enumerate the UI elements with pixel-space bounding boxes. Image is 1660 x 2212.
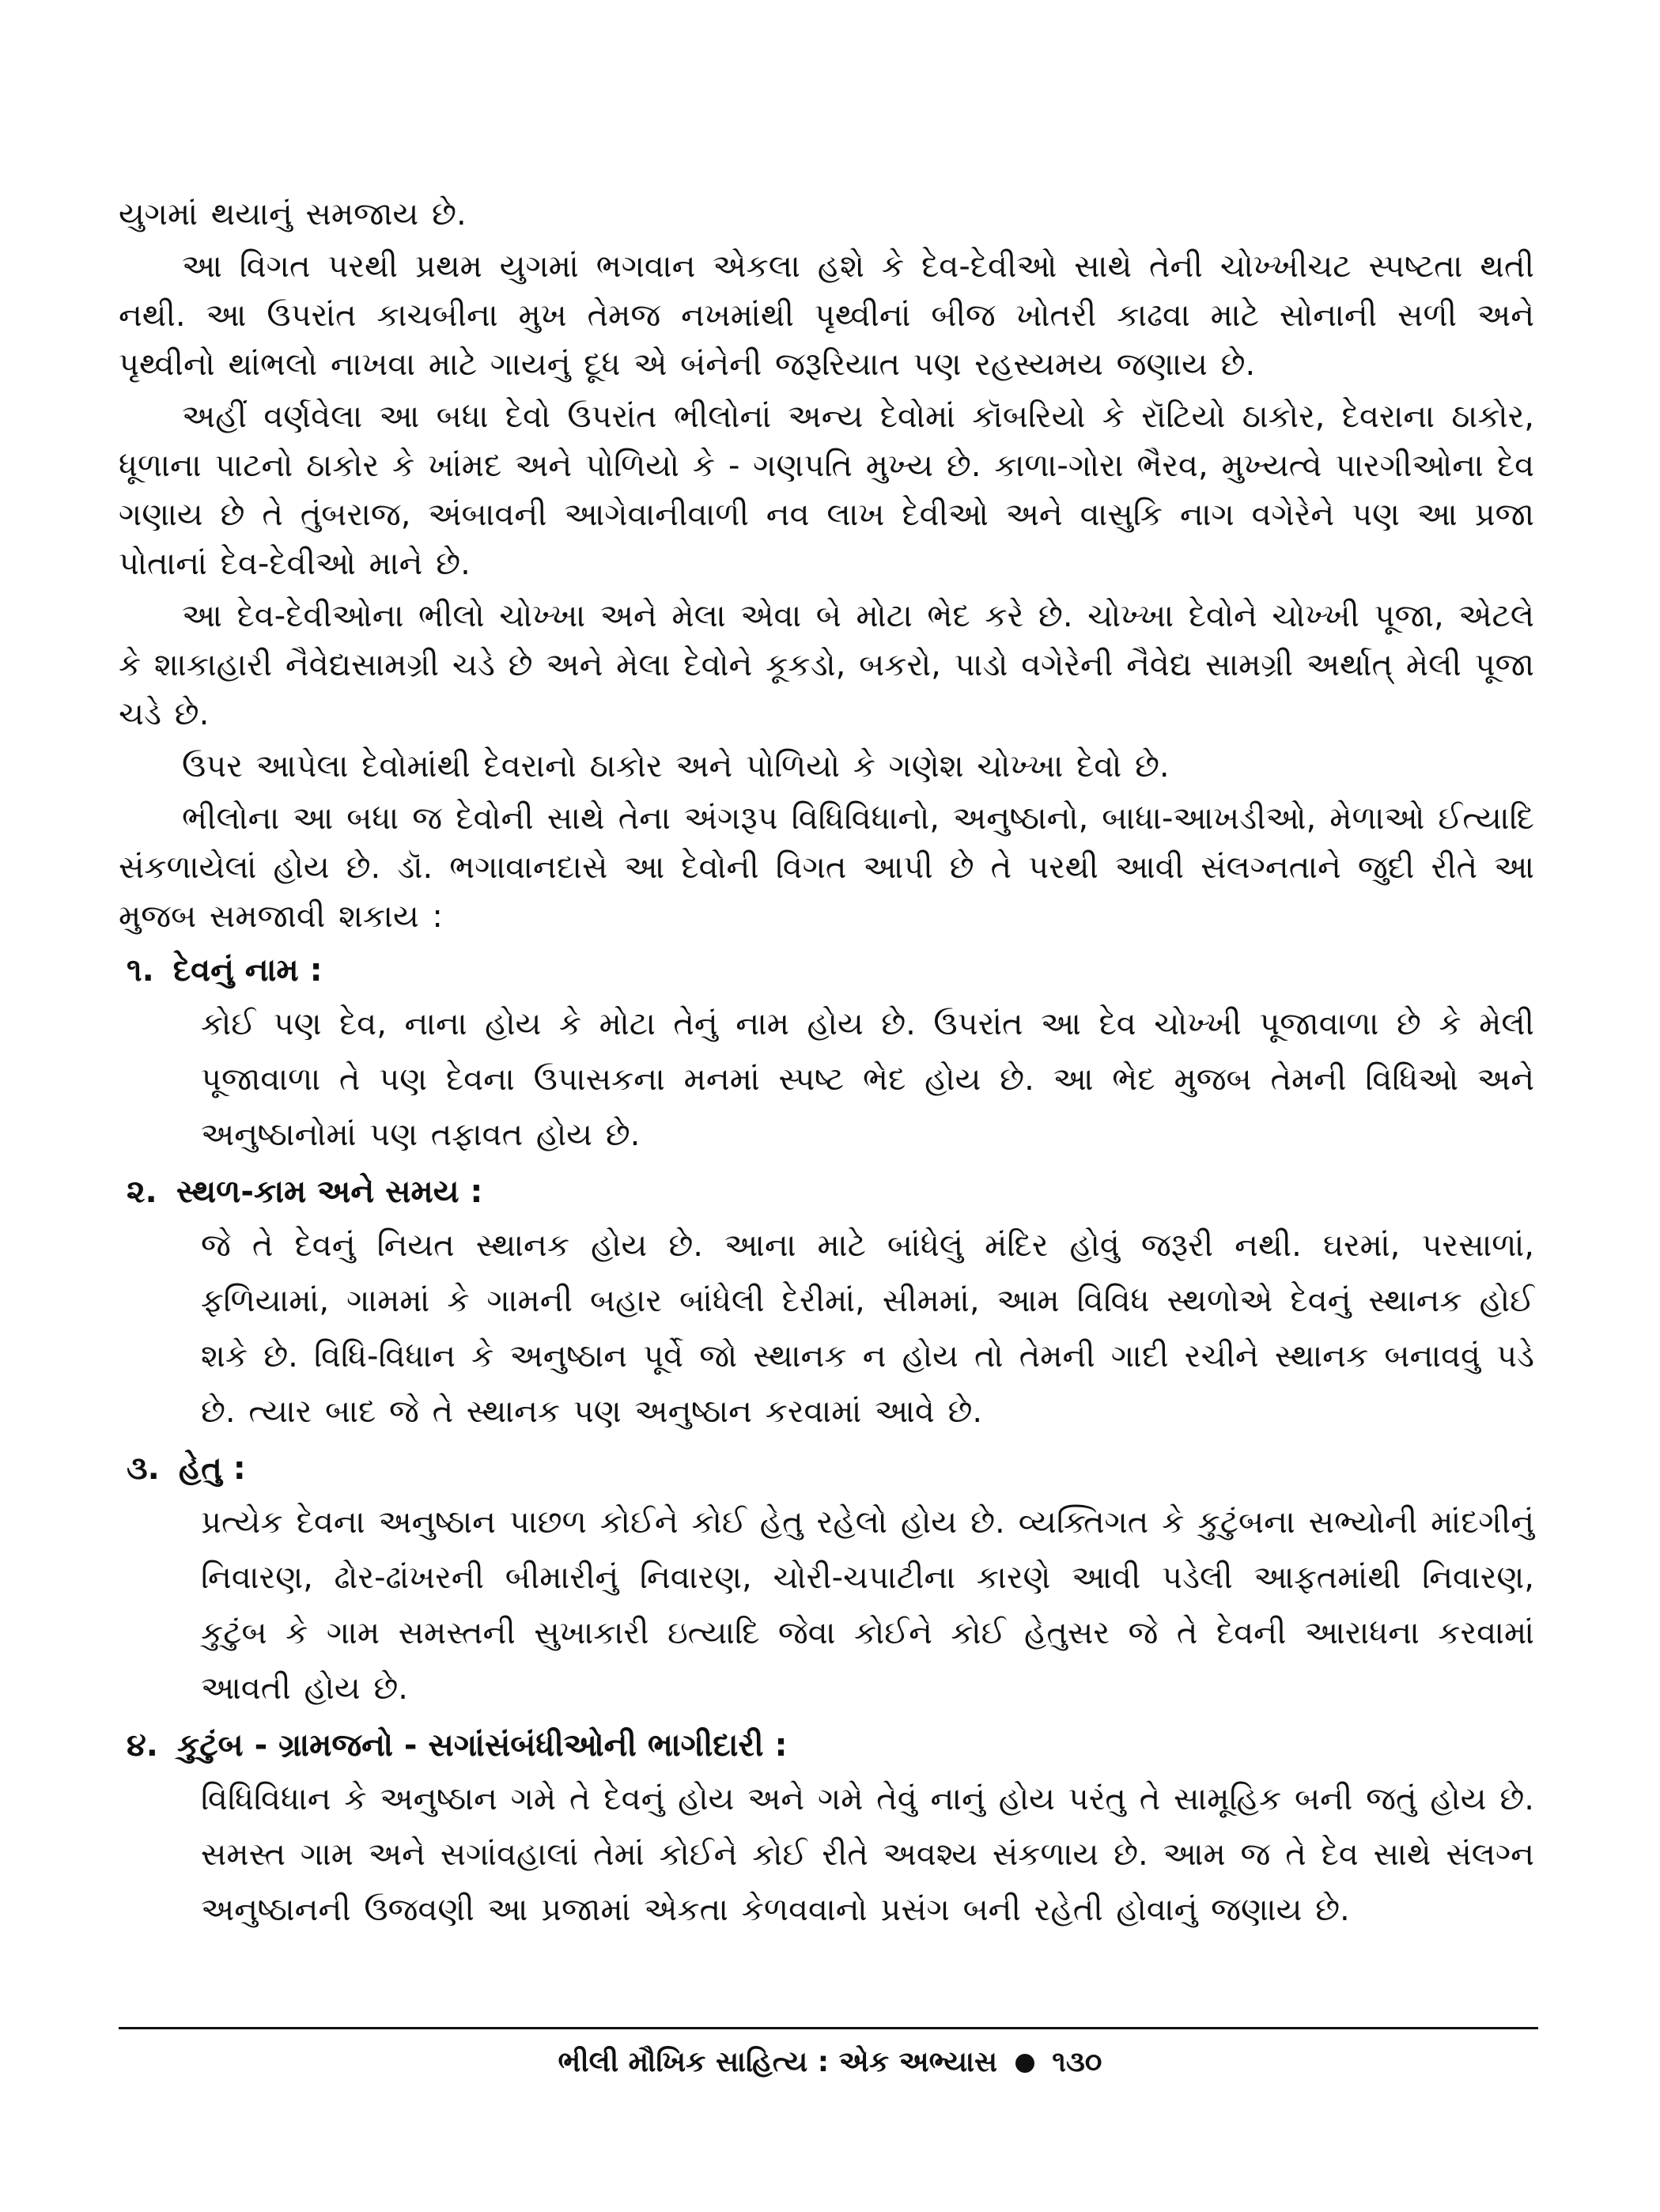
- paragraph: ભીલોના આ બધા જ દેવોની સાથે તેના અંગરૂપ વિધિવિધાનો, અનુષ્ઠાનો, બાધા-આખડીઓ, મેળાઓ ઈત્યાદિ સંકળાયેલાં હોય છે. ડૉ. ભગાવાનદાસે આ દેવોની વિગત આપી છે તે પરથી આવી સંલગ્નતાને જુદી રીતે આ મુજબ સમજાવી શકાય :: [119, 800, 1534, 935]
- page-number: ૧૩૦: [1052, 2046, 1102, 2078]
- footer-book-title: ભીલી મૌખિક સાહિત્ય : એક અભ્યાસ: [558, 2046, 998, 2078]
- section-number: ૧.: [127, 952, 154, 989]
- paragraph: ઉપર આપેલા દેવોમાંથી દેવરાનો ઠાકોર અને પોળિયો કે ગણેશ ચોખ્ખા દેવો છે.: [182, 748, 1170, 785]
- section-body: જે તે દેવનું નિયત સ્થાનક હોય છે. આના માટે બાંધેલું મંદિર હોવું જરૂરી નથી. ઘરમાં, પરસાળાં, ફળિયામાં, ગામમાં કે ગામની બહાર બાંધેલી દેરીમાં, સીમમાં, આમ વિવિધ સ્થળોએ દેવનું સ્થાનક હોઈ શકે છે. વિધિ-વિધાન કે અનુષ્ઠાન પૂર્વે જો સ્થાનક ન હોય તો તેમની ગાદી રચીને સ્થાનક બનાવવું પડે છે. ત્યાર બાદ જે તે સ્થાનક પણ અનુષ્ઠાન કરવામાં આવે છે.: [201, 1227, 1534, 1430]
- section-place-and-time: [119, 1167, 1534, 1439]
- section-body: કોઈ પણ દેવ, નાના હોય કે મોટા તેનું નામ હોય છે. ઉપરાંત આ દેવ ચોખ્ખી પૂજાવાળા છે કે મેલી પૂજાવાળા તે પણ દેવના ઉપાસકના મનમાં સ્પષ્ટ ભેદ હોય છે. આ ભેદ મુજબ તેમની વિધિઓ અને અનુષ્ઠાનોમાં પણ તફાવત હોય છે.: [201, 1006, 1534, 1153]
- section-purpose: [119, 1444, 1534, 1716]
- bullet-dot-icon: [1015, 2054, 1034, 2073]
- section-body: વિધિવિધાન કે અનુષ્ઠાન ગમે તે દેવનું હોય અને ગમે તેવું નાનું હોય પરંતુ તે સામૂહિક બની જતું હોય છે. સમસ્ત ગામ અને સગાંવહાલાં તેમાં કોઈને કોઈ રીતે અવશ્ય સંકળાય છે. આમ જ તે દેવ સાથે સંલગ્ન અનુષ્ઠાનની ઉજવણી આ પ્રજામાં એકતા કેળવવાનો પ્રસંગ બની રહેતી હોવાનું જણાય છે.: [201, 1781, 1534, 1928]
- section-deity-name: [119, 946, 1534, 1163]
- section-title: કુટુંબ - ગ્રામજનો - સગાંસંબંધીઓની ભાગીદારી :: [177, 1727, 788, 1764]
- section-heading: [127, 1167, 1534, 1216]
- section-number: ૪.: [127, 1727, 158, 1764]
- page-footer: [0, 2043, 1660, 2082]
- section-number: ૨.: [127, 1174, 157, 1210]
- section-heading: [127, 946, 1534, 995]
- page-content: [119, 190, 1534, 1941]
- section-heading: [127, 1721, 1534, 1770]
- section-title: દેવનું નામ :: [172, 952, 323, 989]
- section-heading: [127, 1444, 1534, 1493]
- section-body: પ્રત્યેક દેવના અનુષ્ઠાન પાછળ કોઈને કોઈ હેતુ રહેલો હોય છે. વ્યક્તિગત કે કુટુંબના સભ્યોની માંદગીનું નિવારણ, ઢોર-ઢાંખરની બીમારીનું નિવારણ, ચોરી-ચપાટીના કારણે આવી પડેલી આફતમાંથી નિવારણ, કુટુંબ કે ગામ સમસ્તની સુખાકારી ઇત્યાદિ જેવા કોઈને કોઈ હેતુસર જે તે દેવની આરાધના કરવામાં આવતી હોય છે.: [201, 1504, 1534, 1707]
- footer-divider: [119, 2027, 1538, 2029]
- paragraph: આ દેવ-દેવીઓના ભીલો ચોખ્ખા અને મેલા એવા બે મોટા ભેદ કરે છે. ચોખ્ખા દેવોને ચોખ્ખી પૂજા, એટલે કે શાકાહારી નૈવેદ્યસામગ્રી ચડે છે અને મેલા દેવોને કૂકડો, બકરો, પાડો વગેરેની નૈવેદ્ય સામગ્રી અર્થાત્ મેલી પૂજા ચડે છે.: [119, 598, 1534, 732]
- section-number: ૩.: [127, 1450, 160, 1487]
- paragraph: અહીં વર્ણવેલા આ બધા દેવો ઉપરાંત ભીલોનાં અન્ય દેવોમાં કૉબરિયો કે રૉટિયો ઠાકોર, દેવરાના ઠાકોર, ધૂળાના પાટનો ઠાકોર કે ખાંમદ અને પોળિયો કે - ગણપતિ મુખ્ય છે. કાળા-ગોરા ભૈરવ, મુખ્યત્વે પારગીઓના દેવ ગણાય છે તે તુંબરાજ, અંબાવની આગેવાનીવાળી નવ લાખ દેવીઓ અને વાસુકિ નાગ વગેરેને પણ આ પ્રજા પોતાનાં દેવ-દેવીઓ માને છે.: [119, 399, 1534, 582]
- section-title: હેતુ :: [178, 1450, 246, 1487]
- paragraph-continuation: યુગમાં થયાનું સમજાય છે.: [119, 196, 467, 233]
- paragraph: આ વિગત પરથી પ્રથમ યુગમાં ભગવાન એકલા હશે કે દેવ-દેવીઓ સાથે તેની ચોખ્ખીચટ સ્પષ્ટતા થતી નથી. આ ઉપરાંત કાચબીના મુખ તેમજ નખમાંથી પૃથ્વીનાં બીજ ખોતરી કાઢવા માટે સોનાની સળી અને પૃથ્વીનો થાંભલો નાખવા માટે ગાયનું દૂધ એ બંનેની જરૂરિયાત પણ રહસ્યમય જણાય છે.: [119, 248, 1534, 383]
- section-participation: [119, 1721, 1534, 1938]
- section-title: સ્થળ-કામ અને સમય :: [176, 1174, 483, 1210]
